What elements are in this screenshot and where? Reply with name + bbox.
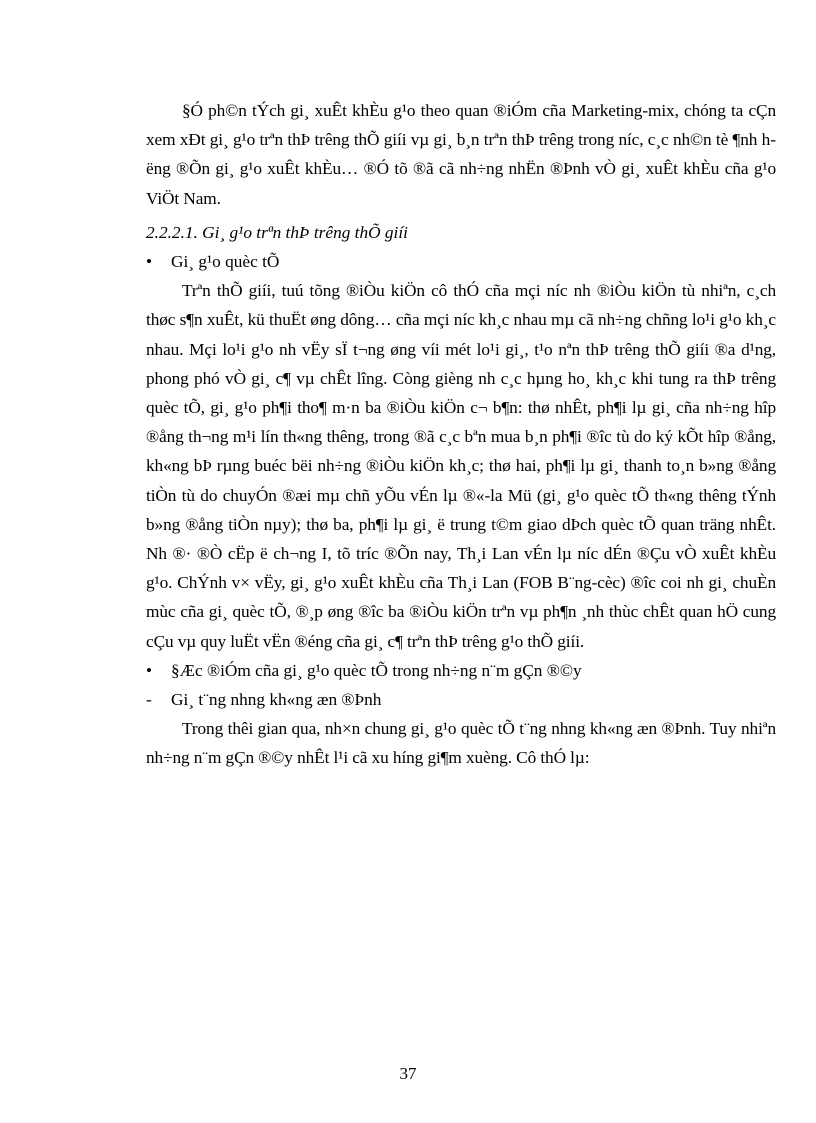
bullet-item-characteristics: [146, 656, 776, 685]
body-paragraph: Trªn thÕ giíi, tuú tõng ®iÒu kiÖn cô thÓ cña mçi níc nh ®iÒu kiÖn tù nhiªn, c¸ch thøc s¶n xuÊt, kü thuËt øng dông… cña mçi níc kh¸c nhau mµ cã nh÷ng chñng lo¹i g¹o kh¸c nhau. Mçi lo¹i g¹o nh vËy sÏ t¬ng øng víi mét lo¹i gi¸, t¹o nªn thÞ trêng thÕ giíi ®a d¹ng, phong phó vÒ gi¸ c¶ vµ chÊt lîng. Còng gièng nh c¸c hµng ho¸ kh¸c khi tung ra thÞ trêng quèc tÕ, gi¸ g¹o ph¶i tho¶ m·n ba ®iÒu kiÖn c¬ b¶n: thø nhÊt, ph¶i lµ gi¸ cña nh÷ng hîp ®ång th¬ng m¹i lín th«ng thêng, trong ®ã c¸c bªn mua b¸n ph¶i ®îc tù do ký kÕt hîp ®ång, kh«ng bÞ rµng buéc bëi nh÷ng ®iÒu kiÖn kh¸c; thø hai, ph¶i lµ gi¸ thanh to¸n b»ng ®ång tiÒn tù do chuyÓn ®æi mµ chñ yÕu vÉn lµ ®«-la Mü (gi¸ g¹o quèc tÕ th«ng thêng tÝnh b»ng ®ång tiÒn nµy); thø ba, ph¶i lµ gi¸ ë trung t©m giao dÞch quèc tÕ quan träng nhÊt. Nh ®· ®Ò cËp ë ch¬ng I, tõ tríc ®Õn nay, Th¸i Lan vÉn lµ níc dÉn ®Çu vÒ xuÊt khÈu g¹o. ChÝnh v× vËy, gi¸ g¹o xuÊt khÈu cña Th¸i Lan (FOB B¨ng-cèc) ®îc coi nh gi¸ chuÈn mùc cña gi¸ quèc tÕ, ®¸p øng ®îc ba ®iÒu kiÖn trªn vµ ph¶n ¸nh thùc chÊt quan hÖ cung cÇu vµ quy luËt vËn ®éng cña gi¸ c¶ trªn thÞ trêng g¹o thÕ giíi.: [146, 281, 776, 651]
closing-paragraph: Trong thêi gian qua, nh×n chung gi¸ g¹o quèc tÕ t¨ng nhng kh«ng æn ®Þnh. Tuy nhiªn nh÷ng n¨m gÇn ®©y nhÊt l¹i cã xu híng gi¶m xuèng. Cô thÓ lµ:: [146, 719, 776, 768]
dash-label: Gi¸ t¨ng nhng kh«ng æn ®Þnh: [171, 690, 382, 710]
page-content: [146, 96, 776, 773]
page-number: 37: [399, 1064, 417, 1083]
bullet-label: Gi¸ g¹o quèc tÕ: [171, 252, 280, 272]
bullet-label: §Æc ®iÓm cña gi¸ g¹o quèc tÕ trong nh÷ng n¨m gÇn ®©y: [171, 660, 582, 680]
dash-item-price-trend: [146, 685, 776, 714]
section-heading: 2.2.2.1. Gi¸ g¹o trªn thÞ trêng thÕ giíi: [146, 222, 408, 242]
intro-paragraph: §Ó ph©n tÝch gi¸ xuÊt khÈu g¹o theo quan ®iÓm cña Marketing-mix, chóng ta cÇn xem xÐt gi¸ g¹o trªn thÞ trêng thÕ giíi vµ gi¸ b¸n trªn thÞ trêng trong níc, c¸c nh©n tè ¶nh hëng ®Õn gi¸ g¹o xuÊt khÈu… ®Ó tõ ®ã cã nh÷ng nhËn ®Þnh vÒ gi¸ xuÊt khÈu cña g¹o ViÖt Nam.: [146, 101, 776, 208]
bullet-dot-icon: •: [146, 660, 153, 680]
bullet-dot-icon: •: [146, 252, 153, 272]
bullet-item-international-price: [146, 247, 776, 276]
dash-marker-icon: -: [146, 690, 152, 710]
